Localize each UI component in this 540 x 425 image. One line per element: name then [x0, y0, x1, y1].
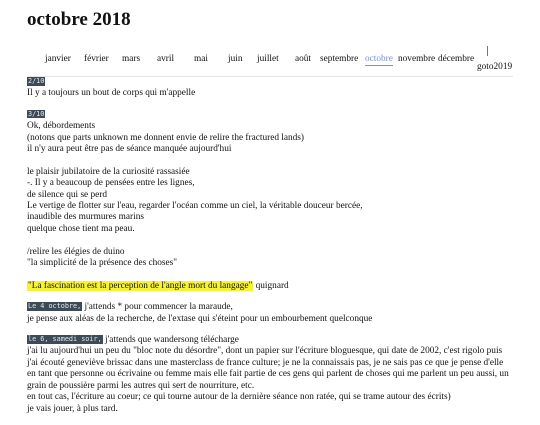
entry-line: inaudible des murmures marins	[27, 212, 144, 223]
entry-line: je vais jouer, à plus tard.	[27, 403, 118, 414]
entry-line: /relire les élégies de duino	[27, 246, 125, 257]
entry-line: "la simplicité de la présence des choses"	[27, 258, 178, 269]
entry-line: le plaisir jubilatoire de la curiosité rassasiée	[27, 166, 190, 177]
nav-month-fevrier[interactable]: février	[84, 54, 109, 64]
entry-line: je pense aux aléas de la recherche, de l'extase qui s'éteint pour un embourbement quelconque	[27, 313, 373, 324]
nav-month-octobre[interactable]: octobre	[365, 54, 393, 64]
nav-month-septembre[interactable]: septembre	[320, 54, 359, 64]
nav-month-aout[interactable]: août	[295, 54, 312, 64]
journal-entry	[27, 302, 517, 325]
entry-line: j'ai lu aujourd'hui un peu du "bloc note du désordre", dont un papier sur l'écriture bloguesque, qui date de 2002, c'est rigolo puis	[27, 346, 503, 357]
entry-line: en tant que personne ou écrivaine ou femme mais elle fait partie de ces gens qui parlent de choses qui me parlent un peu aussi, un	[27, 369, 509, 380]
nav-month-juin[interactable]: juin	[228, 54, 243, 64]
entry-line: grain de poussière parmi les autres qui sert de nourriture, etc.	[27, 380, 255, 391]
entry-line: (notons que parts unknown me donnent envie de relire the fractured lands)	[27, 132, 305, 143]
nav-month-juillet[interactable]: juillet	[257, 54, 279, 64]
nav-month-mai[interactable]: mai	[194, 54, 208, 64]
entry-line: Il y a toujours un bout de corps qui m'appelle	[27, 88, 196, 99]
nav-month-avril[interactable]: avril	[157, 54, 175, 64]
entry-line: il n'y aura peut être pas de séance manquée aujourd'hui	[27, 144, 232, 155]
journal-entry	[27, 335, 517, 415]
entry-line: Ok, débordements	[27, 121, 96, 132]
entry-line: Le vertige de flotter sur l'eau, regarder l'océan comme un ciel, la véritable douceur bercée,	[27, 201, 363, 212]
nav-month-novembre[interactable]: novembre	[398, 54, 436, 64]
entry-date: Le 4 octobre,	[28, 302, 82, 311]
journal-content	[27, 77, 517, 425]
entry-line: -. Il y a beaucoup de pensées entre les lignes,	[27, 178, 195, 189]
month-nav	[0, 46, 540, 76]
entry-line: en tout cas, l'écriture au coeur; ce qui tourne autour de la dernière séance non ratée, qui se trame autour des écrits)	[27, 392, 451, 403]
nav-month-janvier[interactable]: janvier	[45, 54, 71, 64]
journal-entry	[27, 110, 517, 292]
journal-entry	[27, 77, 517, 100]
entry-date: 3/10	[28, 109, 45, 118]
entry-line: j'ai écouté geneviève brissac dans une masterclass de france culture; je ne la connaissais pas, je ne sais pas ce que je pense d'elle	[27, 357, 504, 368]
page-title: octobre 2018	[27, 9, 131, 30]
entry-line: quelque chose tient ma peau.	[27, 223, 135, 234]
nav-month-decembre[interactable]: décembre	[438, 54, 475, 64]
entry-lead: j'attends * pour commencer la maraude,	[82, 302, 233, 313]
entry-spacer	[27, 155, 517, 166]
nav-goto-2019[interactable]: goto2019	[477, 62, 513, 72]
quote-line	[27, 281, 517, 292]
nav-month-mars[interactable]: mars	[122, 54, 141, 64]
entry-line: de silence qui se perd	[27, 189, 108, 200]
nav-separator	[487, 46, 488, 56]
entry-spacer	[27, 269, 517, 280]
entry-date: le 6, samedi soir,	[28, 335, 102, 344]
entry-spacer	[27, 235, 517, 246]
entry-date: 2/10	[28, 77, 45, 85]
highlighted-quote: "La fascination est la perception de l'angle mort du langage"	[28, 280, 253, 291]
entry-lead: j'attends que wandersong télécharge	[102, 335, 239, 346]
quote-author: quignard	[253, 280, 289, 291]
